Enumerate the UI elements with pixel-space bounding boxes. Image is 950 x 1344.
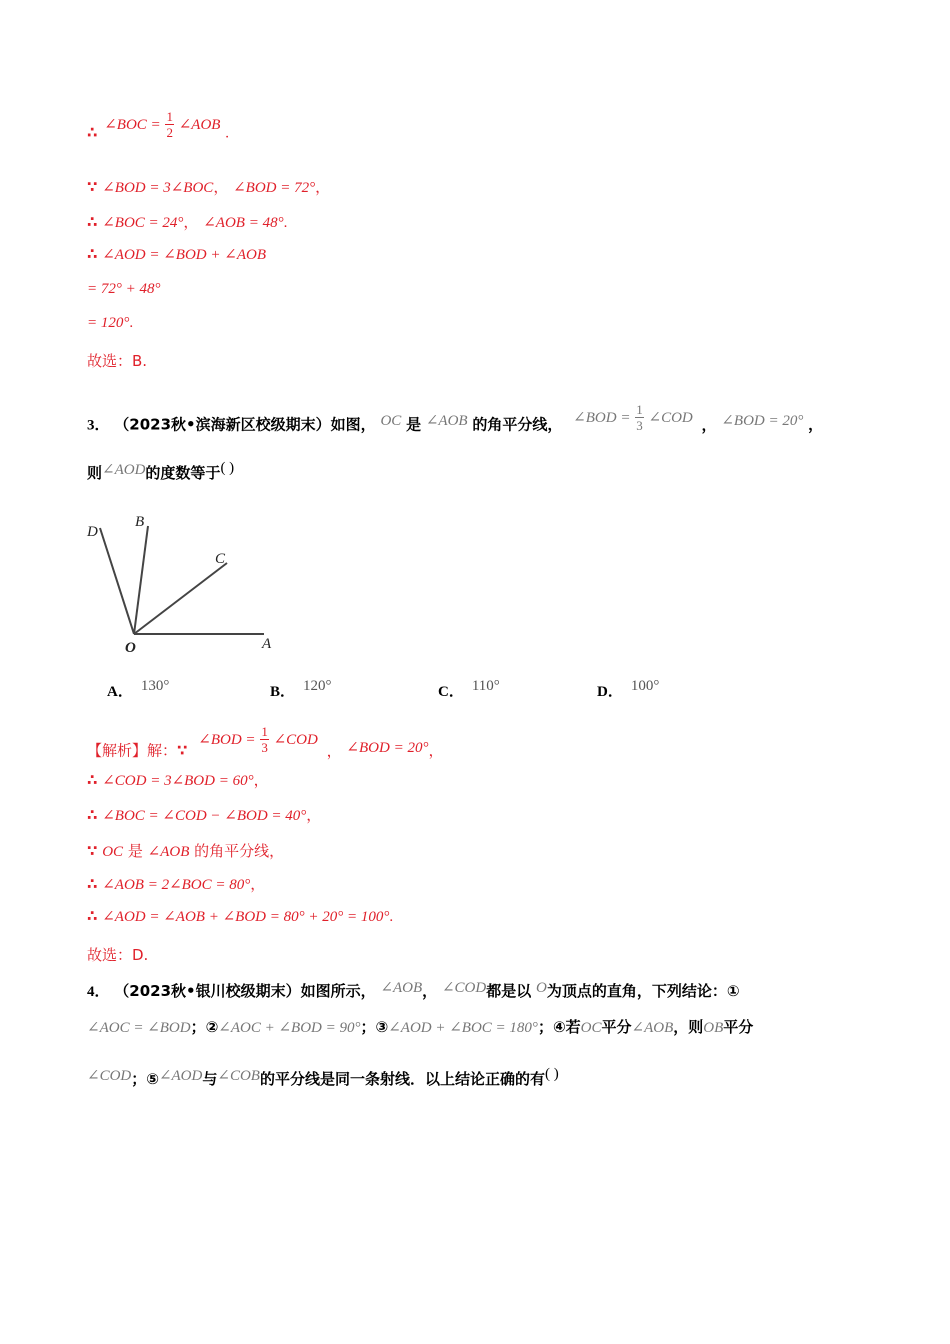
solution2-answer: 故选：B. bbox=[87, 352, 148, 370]
label-a: A bbox=[262, 636, 272, 652]
fraction-one-half: $\frac{1}{2}$ bbox=[166, 109, 173, 140]
option-b[interactable]: B． 120° bbox=[270, 678, 332, 700]
question3-line2: 则∠AOD的度数等于( ) bbox=[87, 460, 235, 482]
option-d[interactable]: D． 100° bbox=[597, 678, 660, 700]
label-c: C bbox=[215, 551, 226, 567]
ray-od bbox=[100, 528, 134, 634]
solution3-line4: ∵ OC 是 ∠AOB 的角平分线， bbox=[87, 842, 285, 860]
solution3-line1: 【解析】解：∵ ∠BOD = $\frac{1}{3}$ ∠COD ， ∠BOD = 20°， bbox=[87, 724, 444, 760]
solution2-line5: = 72° + 48° bbox=[87, 281, 161, 297]
label-d: D bbox=[87, 524, 98, 540]
solution3-line5: ∴ ∠AOB = 2∠BOC = 80°， bbox=[87, 875, 266, 893]
solution2-line2: ∵ ∠BOD = 3∠BOC， ∠BOD = 72°， bbox=[87, 178, 331, 196]
option-a[interactable]: A． 130° bbox=[107, 678, 170, 700]
question3-figure bbox=[80, 508, 280, 658]
ray-oc bbox=[134, 563, 227, 634]
ray-ob bbox=[134, 526, 148, 634]
solution2-line1: ∴ ∠BOC = $\frac{1}{2}$ ∠AOB . bbox=[87, 109, 229, 142]
solution3-fraction-one-third: $\frac{1}{3}$ bbox=[261, 724, 268, 755]
solution3-line3: ∴ ∠BOC = ∠COD − ∠BOD = 40°， bbox=[87, 806, 322, 824]
solution3-answer: 故选：D. bbox=[87, 946, 149, 964]
option-c[interactable]: C． 110° bbox=[438, 678, 500, 700]
solution2-line6: = 120°. bbox=[87, 315, 134, 331]
question4-line1: 4． （2023秋•银川校级期末）如图所示， ∠AOB， ∠COD都是以 O为顶点的直角，下列结论：① bbox=[87, 980, 740, 1000]
label-b: B bbox=[135, 514, 145, 530]
solution3-line2: ∴ ∠COD = 3∠BOD = 60°， bbox=[87, 771, 269, 789]
solution2-line4: ∴ ∠AOD = ∠BOD + ∠AOB bbox=[87, 245, 266, 263]
fraction-one-third: $\frac{1}{3}$ bbox=[636, 402, 643, 433]
solution2-line3: ∴ ∠BOC = 24°， ∠AOB = 48°. bbox=[87, 213, 288, 231]
solution3-line6: ∴ ∠AOD = ∠AOB + ∠BOD = 80° + 20° = 100°. bbox=[87, 907, 394, 925]
question4-line3: ∠COD；⑤∠AOD与∠COB的平分线是同一条射线．以上结论正确的有( ) bbox=[87, 1066, 559, 1088]
label-o: O bbox=[125, 640, 136, 656]
question4-line2: ∠AOC = ∠BOD；②∠AOC + ∠BOD = 90°；③∠AOD + ∠BOC = 180°；④若OC平分∠AOB，则OB平分 bbox=[87, 1018, 754, 1036]
question3-line1: 3． （2023秋•滨海新区校级期末）如图， OC 是 ∠AOB 的角平分线， ∠BOD = $\frac{1}{3}$ ∠COD ， ∠BOD = 20° ， bbox=[87, 402, 824, 434]
